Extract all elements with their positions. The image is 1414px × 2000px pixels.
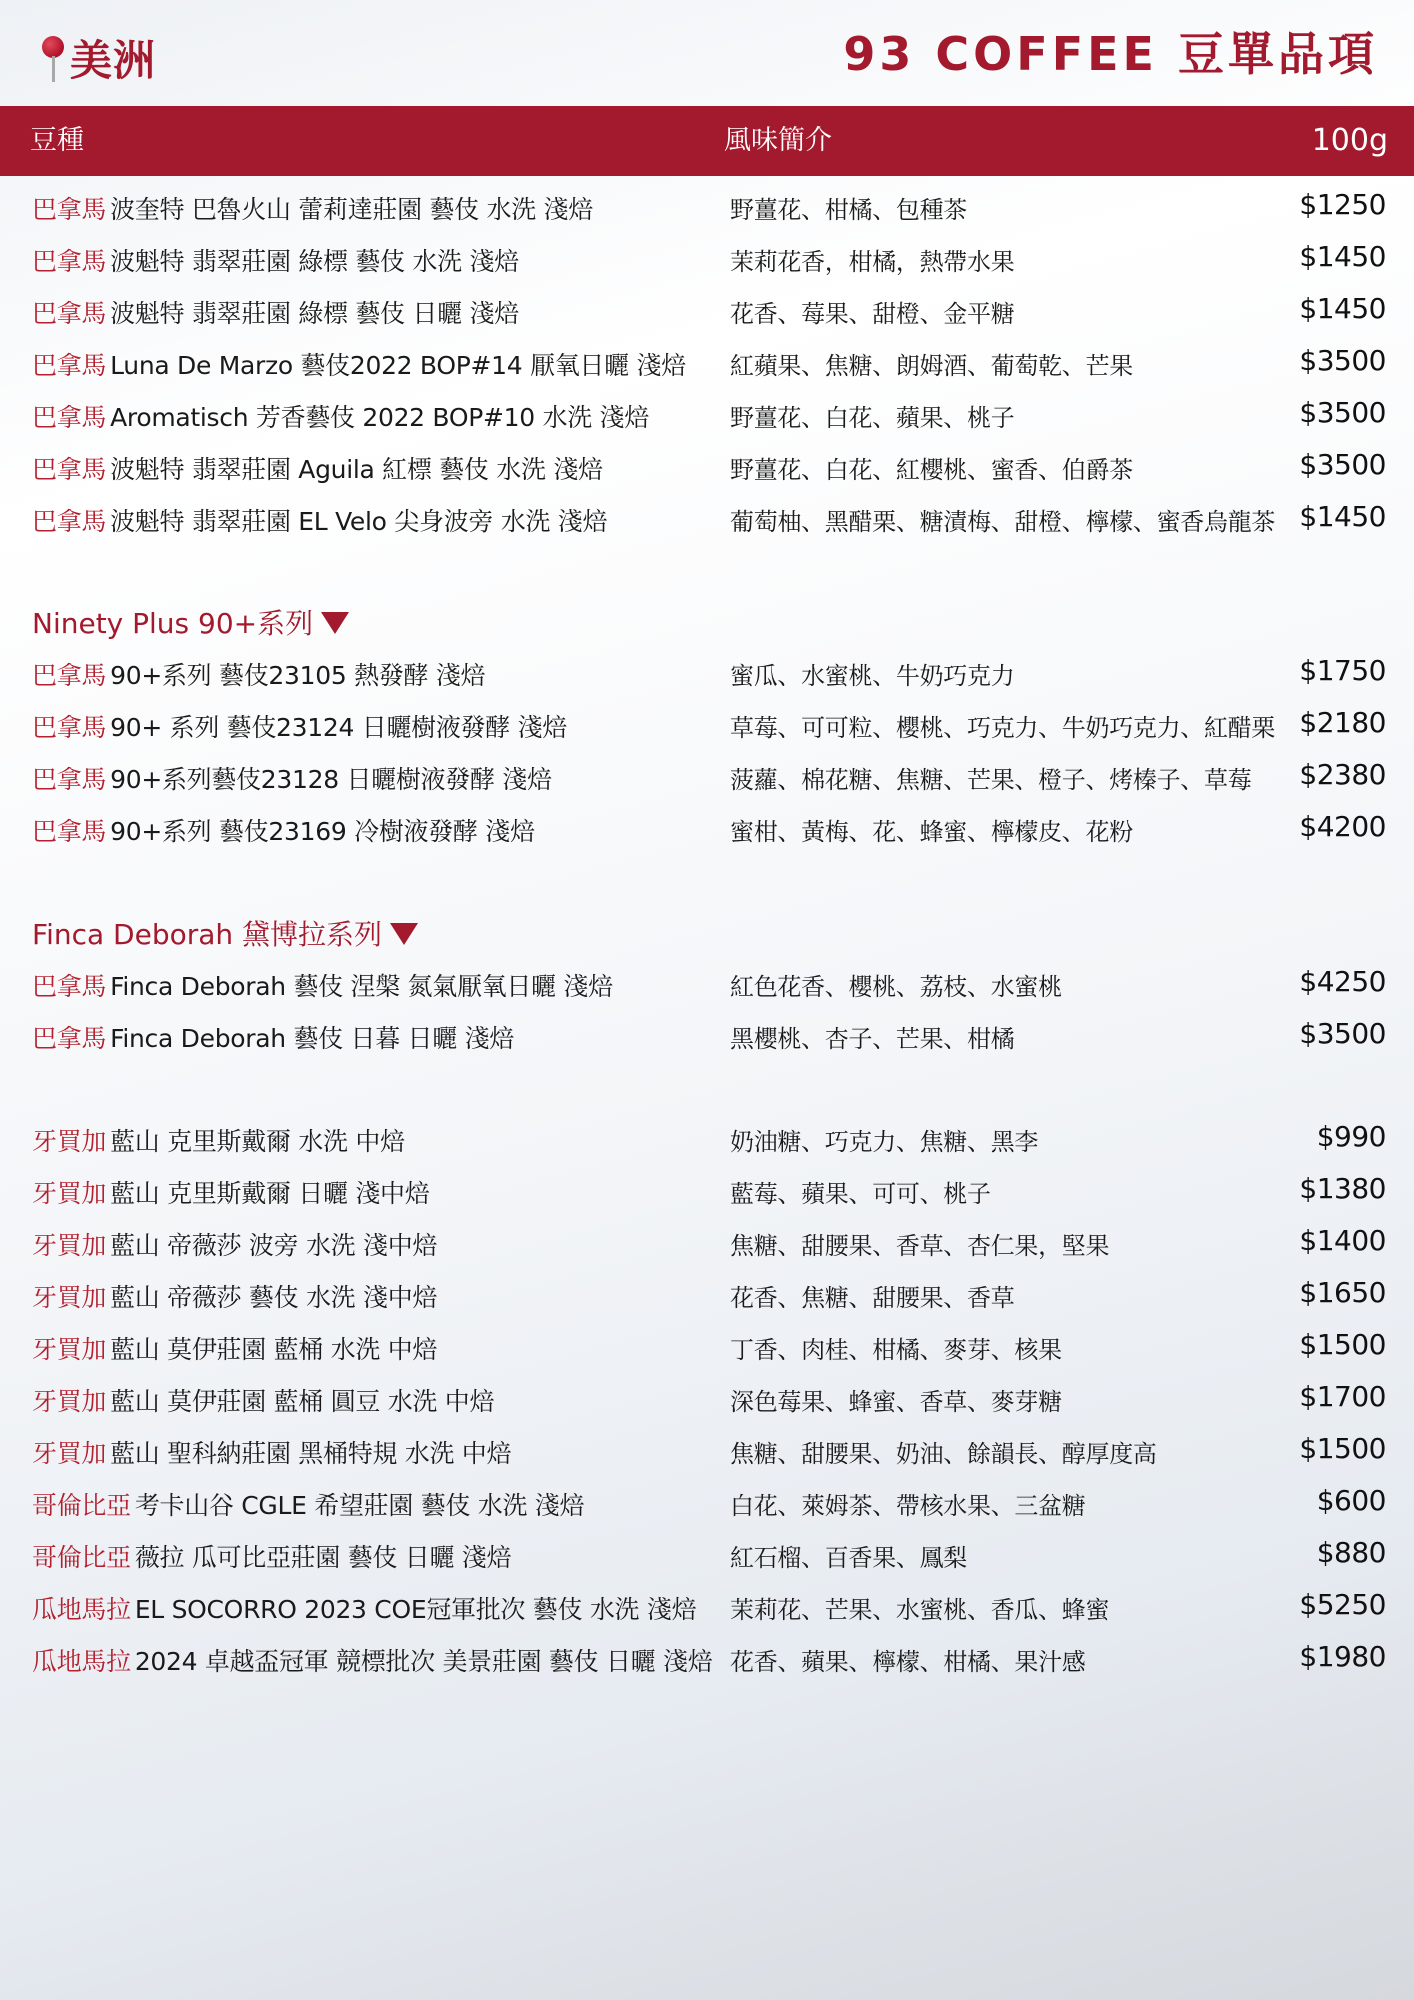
map-pin-icon — [40, 32, 66, 84]
menu-row — [0, 1166, 1414, 1218]
origin-label: 瓜地馬拉 — [32, 1595, 131, 1624]
bean-description: 藍山 帝薇莎 藝伎 水洗 淺中焙 — [110, 1283, 438, 1312]
price: $600 — [1316, 1484, 1386, 1517]
menu-row — [0, 442, 1414, 494]
flavor-notes: 蜜瓜、水蜜桃、牛奶巧克力 — [730, 662, 1015, 690]
menu-row — [0, 959, 1414, 1011]
flavor-notes: 白花、萊姆茶、帶核水果、三盆糖 — [730, 1492, 1086, 1520]
menu-row — [0, 1270, 1414, 1322]
bean-name — [32, 1122, 405, 1158]
price: $2380 — [1299, 758, 1386, 791]
price: $3500 — [1299, 448, 1386, 481]
flavor-notes: 草莓、可可粒、櫻桃、巧克力、牛奶巧克力、紅醋栗 — [730, 714, 1276, 742]
price: $1380 — [1299, 1172, 1386, 1205]
bean-description: 藍山 莫伊莊園 藍桶 水洗 中焙 — [110, 1335, 438, 1364]
flavor-notes: 菠蘿、棉花糖、焦糖、芒果、橙子、烤榛子、草莓 — [730, 766, 1252, 794]
flavor-notes: 丁香、肉桂、柑橘、麥芽、核果 — [730, 1336, 1062, 1364]
bean-description: 90+ 系列 藝伎23124 日曬樹液發酵 淺焙 — [110, 713, 567, 742]
menu-row — [0, 1634, 1414, 1686]
flavor-notes: 紅石榴、百香果、鳳梨 — [730, 1544, 967, 1572]
menu-row — [0, 648, 1414, 700]
origin-label: 牙買加 — [32, 1439, 107, 1468]
column-header-flavor: 風味簡介 — [724, 125, 832, 156]
price: $1650 — [1299, 1276, 1386, 1309]
origin-label: 瓜地馬拉 — [32, 1647, 131, 1676]
bean-name — [32, 242, 519, 278]
origin-label: 哥倫比亞 — [32, 1491, 131, 1520]
bean-name — [32, 190, 593, 226]
flavor-notes: 茉莉花、芒果、水蜜桃、香瓜、蜂蜜 — [730, 1596, 1110, 1624]
region-label-group — [40, 30, 156, 86]
origin-label: 巴拿馬 — [32, 455, 107, 484]
bean-description: EL SOCORRO 2023 COE冠軍批次 藝伎 水洗 淺焙 — [134, 1595, 697, 1624]
origin-label: 巴拿馬 — [32, 972, 107, 1001]
bean-name — [32, 656, 485, 692]
origin-label: 牙買加 — [32, 1283, 107, 1312]
menu-row — [0, 234, 1414, 286]
origin-label: 牙買加 — [32, 1335, 107, 1364]
menu-row — [0, 494, 1414, 546]
bean-description: 2024 卓越盃冠軍 競標批次 美景莊園 藝伎 日曬 淺焙 — [134, 1647, 713, 1676]
bean-name — [32, 812, 535, 848]
bean-description: Luna De Marzo 藝伎2022 BOP#14 厭氧日曬 淺焙 — [110, 351, 686, 380]
flavor-notes: 蜜柑、黃梅、花、蜂蜜、檸檬皮、花粉 — [730, 818, 1133, 846]
bean-name — [32, 1486, 584, 1522]
origin-label: 巴拿馬 — [32, 507, 107, 536]
price: $1450 — [1299, 292, 1386, 325]
bean-description: Finca Deborah 藝伎 日暮 日曬 淺焙 — [110, 1024, 514, 1053]
page-title: 93 COFFEE 豆單品項 — [843, 27, 1378, 81]
bean-name — [32, 967, 613, 1003]
price: $5250 — [1299, 1588, 1386, 1621]
bean-description: 波魁特 翡翠莊園 EL Velo 尖身波旁 水洗 淺焙 — [110, 507, 608, 536]
flavor-notes: 花香、焦糖、甜腰果、香草 — [730, 1284, 1015, 1312]
bean-description: 藍山 莫伊莊園 藍桶 圓豆 水洗 中焙 — [110, 1387, 495, 1416]
price: $1980 — [1299, 1640, 1386, 1673]
origin-label: 巴拿馬 — [32, 765, 107, 794]
bean-name — [32, 1590, 696, 1626]
flavor-notes: 黑櫻桃、杏子、芒果、柑橘 — [730, 1025, 1015, 1053]
section-title-ninety-plus — [32, 602, 349, 642]
flavor-notes: 藍莓、蘋果、可可、桃子 — [730, 1180, 991, 1208]
menu-row — [0, 1530, 1414, 1582]
top-bar — [0, 0, 1414, 106]
bean-name — [32, 1382, 494, 1418]
bean-name — [32, 1278, 437, 1314]
price: $2180 — [1299, 706, 1386, 739]
bean-name — [32, 1330, 437, 1366]
origin-label: 巴拿馬 — [32, 403, 107, 432]
table-header — [0, 106, 1414, 176]
bean-description: 波魁特 翡翠莊園 Aguila 紅標 藝伎 水洗 淺焙 — [110, 455, 603, 484]
section-title-text: Ninety Plus 90+系列 — [32, 607, 314, 640]
origin-label: 牙買加 — [32, 1231, 107, 1260]
bean-name — [32, 346, 686, 382]
menu-row — [0, 1011, 1414, 1063]
origin-label: 牙買加 — [32, 1127, 107, 1156]
price: $1700 — [1299, 1380, 1386, 1413]
bean-description: 考卡山谷 CGLE 希望莊園 藝伎 水洗 淺焙 — [134, 1491, 585, 1520]
price: $1400 — [1299, 1224, 1386, 1257]
origin-label: 巴拿馬 — [32, 195, 107, 224]
price: $1750 — [1299, 654, 1386, 687]
origin-label: 巴拿馬 — [32, 247, 107, 276]
menu-row — [0, 390, 1414, 442]
flavor-notes: 紅色花香、櫻桃、荔枝、水蜜桃 — [730, 973, 1062, 1001]
flavor-notes: 花香、蘋果、檸檬、柑橘、果汁感 — [730, 1648, 1086, 1676]
price: $1250 — [1299, 188, 1386, 221]
flavor-notes: 茉莉花香，柑橘，熱帶水果 — [730, 248, 1015, 276]
menu-row — [0, 700, 1414, 752]
origin-label: 巴拿馬 — [32, 817, 107, 846]
bean-name — [32, 708, 567, 744]
flavor-notes: 花香、莓果、甜橙、金平糖 — [730, 300, 1015, 328]
price: $1500 — [1299, 1432, 1386, 1465]
bean-description: 藍山 帝薇莎 波旁 水洗 淺中焙 — [110, 1231, 438, 1260]
price: $3500 — [1299, 396, 1386, 429]
bean-name — [32, 1019, 514, 1055]
bean-description: Aromatisch 芳香藝伎 2022 BOP#10 水洗 淺焙 — [110, 403, 649, 432]
menu-row — [0, 182, 1414, 234]
bean-description: 藍山 聖科納莊園 黑桶特規 水洗 中焙 — [110, 1439, 512, 1468]
origin-label: 巴拿馬 — [32, 299, 107, 328]
flavor-notes: 葡萄柚、黑醋栗、糖漬梅、甜橙、檸檬、蜜香烏龍茶 — [730, 508, 1276, 536]
price: $880 — [1316, 1536, 1386, 1569]
menu-row — [0, 1426, 1414, 1478]
bean-description: 波奎特 巴魯火山 蕾莉達莊園 藝伎 水洗 淺焙 — [110, 195, 593, 224]
bean-description: 薇拉 瓜可比亞莊園 藝伎 日曬 淺焙 — [134, 1543, 512, 1572]
bean-name — [32, 1434, 511, 1470]
price: $1450 — [1299, 240, 1386, 273]
region-label: 美洲 — [70, 36, 157, 85]
bean-name — [32, 1642, 712, 1678]
bean-description: 波魁特 翡翠莊園 綠標 藝伎 水洗 淺焙 — [110, 247, 519, 276]
price: $3500 — [1299, 1017, 1386, 1050]
menu-row — [0, 1218, 1414, 1270]
flavor-notes: 奶油糖、巧克力、焦糖、黑李 — [730, 1128, 1039, 1156]
bean-name — [32, 294, 519, 330]
section-title-finca-deborah — [32, 913, 418, 953]
price: $990 — [1316, 1120, 1386, 1153]
triangle-down-icon — [321, 612, 349, 634]
origin-label: 牙買加 — [32, 1387, 107, 1416]
flavor-notes: 野薑花、白花、蘋果、桃子 — [730, 404, 1015, 432]
bean-description: 90+系列 藝伎23105 熱發酵 淺焙 — [110, 661, 486, 690]
price: $4250 — [1299, 965, 1386, 998]
origin-label: 哥倫比亞 — [32, 1543, 131, 1572]
origin-label: 巴拿馬 — [32, 1024, 107, 1053]
bean-description: Finca Deborah 藝伎 涅槃 氮氣厭氧日曬 淺焙 — [110, 972, 613, 1001]
flavor-notes: 野薑花、柑橘、包種茶 — [730, 196, 967, 224]
flavor-notes: 野薑花、白花、紅櫻桃、蜜香、伯爵茶 — [730, 456, 1133, 484]
bean-name — [32, 502, 607, 538]
menu-row — [0, 1582, 1414, 1634]
price: $4200 — [1299, 810, 1386, 843]
menu-row — [0, 1322, 1414, 1374]
bean-description: 波魁特 翡翠莊園 綠標 藝伎 日曬 淺焙 — [110, 299, 519, 328]
bean-description: 90+系列藝伎23128 日曬樹液發酵 淺焙 — [110, 765, 552, 794]
bean-name — [32, 760, 552, 796]
price: $3500 — [1299, 344, 1386, 377]
menu-row — [0, 804, 1414, 856]
origin-label: 巴拿馬 — [32, 351, 107, 380]
price: $1450 — [1299, 500, 1386, 533]
menu-row — [0, 1114, 1414, 1166]
bean-description: 藍山 克里斯戴爾 日曬 淺中焙 — [110, 1179, 430, 1208]
flavor-notes: 焦糖、甜腰果、香草、杏仁果，堅果 — [730, 1232, 1110, 1260]
origin-label: 巴拿馬 — [32, 661, 107, 690]
origin-label: 巴拿馬 — [32, 713, 107, 742]
price: $1500 — [1299, 1328, 1386, 1361]
section-title-text: Finca Deborah 黛博拉系列 — [32, 918, 383, 951]
bean-name — [32, 450, 603, 486]
bean-name — [32, 1538, 511, 1574]
menu-row — [0, 286, 1414, 338]
menu-row — [0, 338, 1414, 390]
column-header-bean: 豆種 — [30, 125, 84, 156]
menu-row — [0, 1478, 1414, 1530]
flavor-notes: 深色莓果、蜂蜜、香草、麥芽糖 — [730, 1388, 1062, 1416]
column-header-price: 100g — [1311, 123, 1388, 158]
bean-name — [32, 398, 649, 434]
bean-name — [32, 1226, 437, 1262]
bean-name — [32, 1174, 429, 1210]
origin-label: 牙買加 — [32, 1179, 107, 1208]
menu-row — [0, 752, 1414, 804]
bean-description: 藍山 克里斯戴爾 水洗 中焙 — [110, 1127, 405, 1156]
flavor-notes: 紅蘋果、焦糖、朗姆酒、葡萄乾、芒果 — [730, 352, 1133, 380]
bean-description: 90+系列 藝伎23169 冷樹液發酵 淺焙 — [110, 817, 535, 846]
menu-row — [0, 1374, 1414, 1426]
flavor-notes: 焦糖、甜腰果、奶油、餘韻長、醇厚度高 — [730, 1440, 1157, 1468]
triangle-down-icon — [390, 923, 418, 945]
